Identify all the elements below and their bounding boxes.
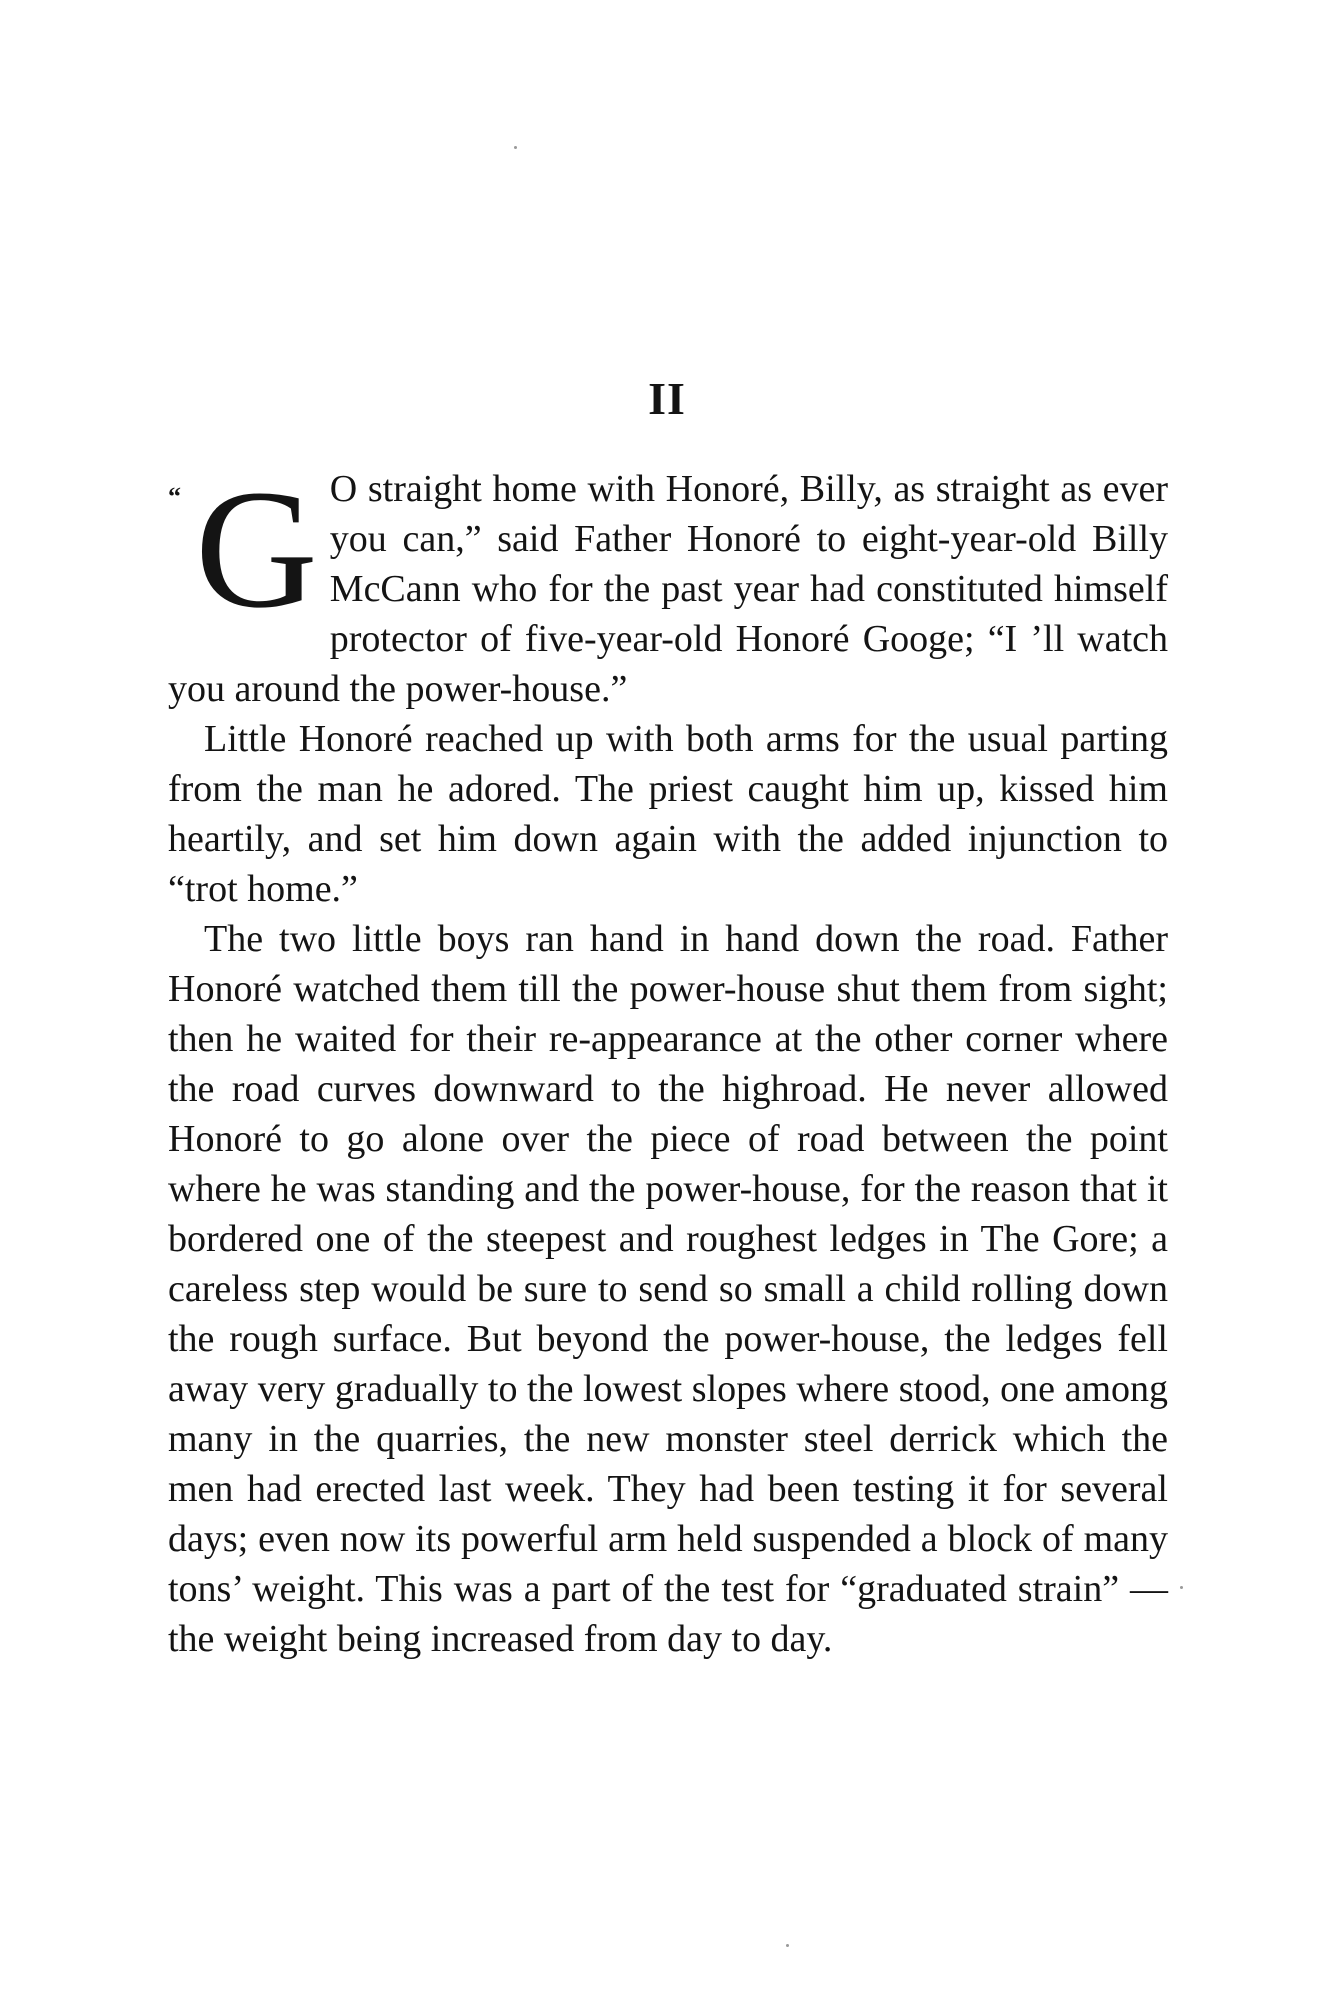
paragraph-3-text: The two little boys ran hand in hand down the road. Father Honoré watched them till the power-house shut them from sight; then he waited for their re-appearance at the other corner where the road curves downward to the highroad. He never allowed Honoré to go alone over the piece of road between the point where he was standing and the power-house, for the reason that it bordered one of the steepest and roughest ledges in The Gore; a careless step would be sure to send so small a child rolling down the rough surface. But beyond the power-house, the ledges fell away very gradually to the lowest slopes where stood, one among many in the quarries, the new monster steel derrick which the men had erected last week. They had been testing it for several days; even now its powerful arm held suspended a block of many tons’ weight. This was a part of the test for “graduated strain” — the weight being increased from day to day. xyxy=(168,918,1168,1660)
paragraph-1-text: O straight home with Honoré, Billy, as straight as ever you can,” said Father Honoré to eight-year-old Billy McCann who for the past year had constituted himself protector of five-year-old Honoré Googe; “I ’ll watch you around the power-house.” xyxy=(168,468,1168,710)
paper-speck xyxy=(514,146,517,149)
paper-speck xyxy=(1180,1586,1183,1589)
paragraph-1 xyxy=(168,455,1168,714)
opening-quote-mark: “ xyxy=(168,482,181,511)
paragraph-2 xyxy=(168,714,1168,914)
paper-speck xyxy=(786,1944,789,1947)
drop-cap-letter: G xyxy=(195,455,318,643)
chapter-number: II xyxy=(648,373,686,424)
paragraph-3 xyxy=(168,914,1168,1664)
paragraph-2-text: Little Honoré reached up with both arms for the usual parting from the man he adored. The priest caught him up, kissed him heartily, and set him down again with the added injunction to “trot home.” xyxy=(168,718,1168,910)
body-text xyxy=(168,455,1168,1664)
